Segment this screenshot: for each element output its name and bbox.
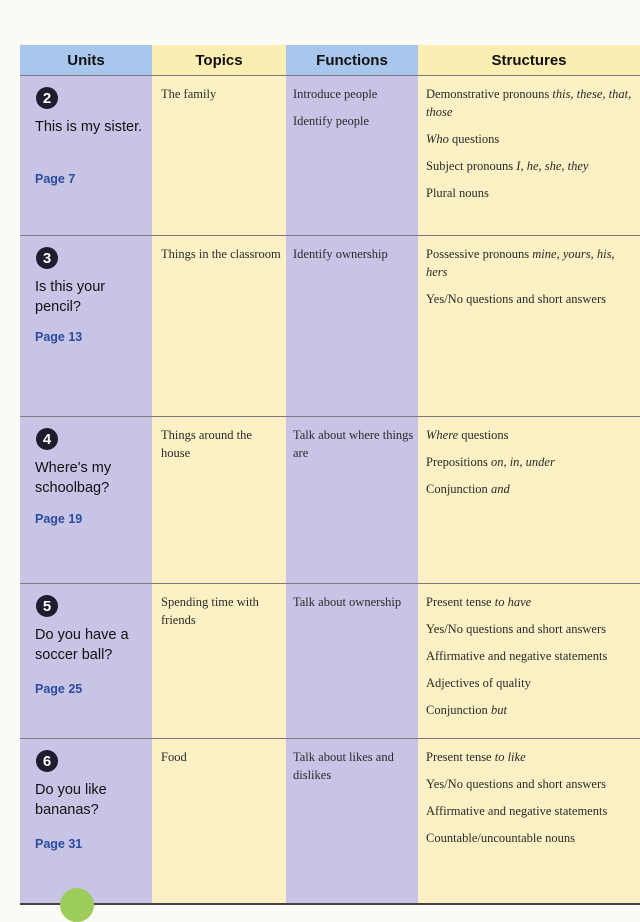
function-item: Identify people <box>293 114 370 128</box>
structure-text: Countable/uncountable nouns <box>426 831 575 845</box>
functions-cell <box>293 85 415 139</box>
unit-page: Page 31 <box>35 837 83 851</box>
structure-item <box>426 829 636 847</box>
topic-cell: Food <box>161 750 187 764</box>
topic-cell: Spending time with friends <box>161 595 259 627</box>
header-functions: Functions <box>286 45 418 75</box>
structure-text: Subject pronouns <box>426 159 517 173</box>
structure-item <box>426 674 636 692</box>
structure-text: Conjunction <box>426 703 491 717</box>
table-row <box>20 416 640 583</box>
function-item: Introduce people <box>293 87 378 101</box>
function-item: Identify ownership <box>293 247 388 261</box>
functions-cell <box>293 426 415 471</box>
header-structures: Structures <box>418 45 640 75</box>
functions-cell <box>293 748 415 793</box>
structure-text: Possessive pronouns <box>426 247 533 261</box>
header-topics: Topics <box>152 45 286 75</box>
function-item: Talk about likes and dislikes <box>293 750 394 782</box>
structure-example: but <box>490 703 507 717</box>
structure-text: Affirmative and negative statements <box>426 649 608 663</box>
structure-example: I, he, she, they <box>516 159 589 173</box>
table-row <box>20 75 640 235</box>
structure-example: to like <box>494 750 526 764</box>
structure-text: Yes/No questions and short answers <box>426 292 606 306</box>
table-row <box>20 583 640 738</box>
unit-page: Page 7 <box>35 172 76 186</box>
structure-item <box>426 453 636 471</box>
header-units: Units <box>20 45 152 75</box>
unit-number-badge: 2 <box>36 87 58 109</box>
unit-title: This is my sister. <box>35 119 143 135</box>
structure-text: Present tense <box>426 750 495 764</box>
structure-item <box>426 620 636 638</box>
structure-example: Who <box>426 132 449 146</box>
structure-item <box>426 184 636 202</box>
functions-cell <box>293 593 415 620</box>
structure-item <box>426 85 636 121</box>
unit-page: Page 25 <box>35 682 83 696</box>
unit-number-badge: 3 <box>36 247 58 269</box>
structure-item <box>426 775 636 793</box>
structure-text: Prepositions <box>426 455 491 469</box>
structures-cell <box>426 748 636 856</box>
structure-example: mine, yours, his, hers <box>426 247 615 279</box>
structure-item <box>426 802 636 820</box>
structure-text: Adjectives of quality <box>426 676 531 690</box>
function-item: Talk about ownership <box>293 595 402 609</box>
structure-item <box>426 157 636 175</box>
structure-text: Plural nouns <box>426 186 489 200</box>
structure-item <box>426 748 636 766</box>
unit-number-badge: 6 <box>36 750 58 772</box>
topic-cell: The family <box>161 87 217 101</box>
unit-title: Do you like bananas? <box>35 782 107 818</box>
structure-text: Conjunction <box>426 482 491 496</box>
topic-cell: Things around the house <box>161 428 252 460</box>
structures-cell <box>426 426 636 507</box>
page-corner-emblem <box>60 888 94 922</box>
functions-cell <box>293 245 415 272</box>
structure-item <box>426 593 636 611</box>
structure-text: Demonstrative pronouns <box>426 87 553 101</box>
structures-cell <box>426 85 636 211</box>
structure-item <box>426 647 636 665</box>
unit-number-badge: 4 <box>36 428 58 450</box>
structure-item <box>426 290 636 308</box>
structure-example: and <box>490 482 510 496</box>
structure-example: Where <box>426 428 459 442</box>
structure-example: this, these, that, those <box>426 87 632 119</box>
structure-text: Yes/No questions and short answers <box>426 622 606 636</box>
structure-text: Yes/No questions and short answers <box>426 777 606 791</box>
structure-example: to have <box>494 595 532 609</box>
topic-cell: Things in the classroom <box>161 247 281 261</box>
unit-title: Where's my schoolbag? <box>35 460 112 496</box>
structure-text: questions <box>448 132 500 146</box>
structure-item <box>426 426 636 444</box>
structure-example: on, in, under <box>490 455 555 469</box>
unit-title: Is this your pencil? <box>35 279 106 315</box>
table-row <box>20 235 640 416</box>
unit-number-badge: 5 <box>36 595 58 617</box>
table-row <box>20 738 640 903</box>
unit-title: Do you have a soccer ball? <box>35 627 129 663</box>
structure-item <box>426 130 636 148</box>
structures-cell <box>426 593 636 728</box>
function-item: Talk about where things are <box>293 428 414 460</box>
structure-item <box>426 480 636 498</box>
structure-text: questions <box>458 428 509 442</box>
structures-cell <box>426 245 636 317</box>
structure-text: Present tense <box>426 595 495 609</box>
unit-page: Page 19 <box>35 512 83 526</box>
unit-page: Page 13 <box>35 330 83 344</box>
structure-item <box>426 245 636 281</box>
structure-item <box>426 701 636 719</box>
structure-text: Affirmative and negative statements <box>426 804 608 818</box>
